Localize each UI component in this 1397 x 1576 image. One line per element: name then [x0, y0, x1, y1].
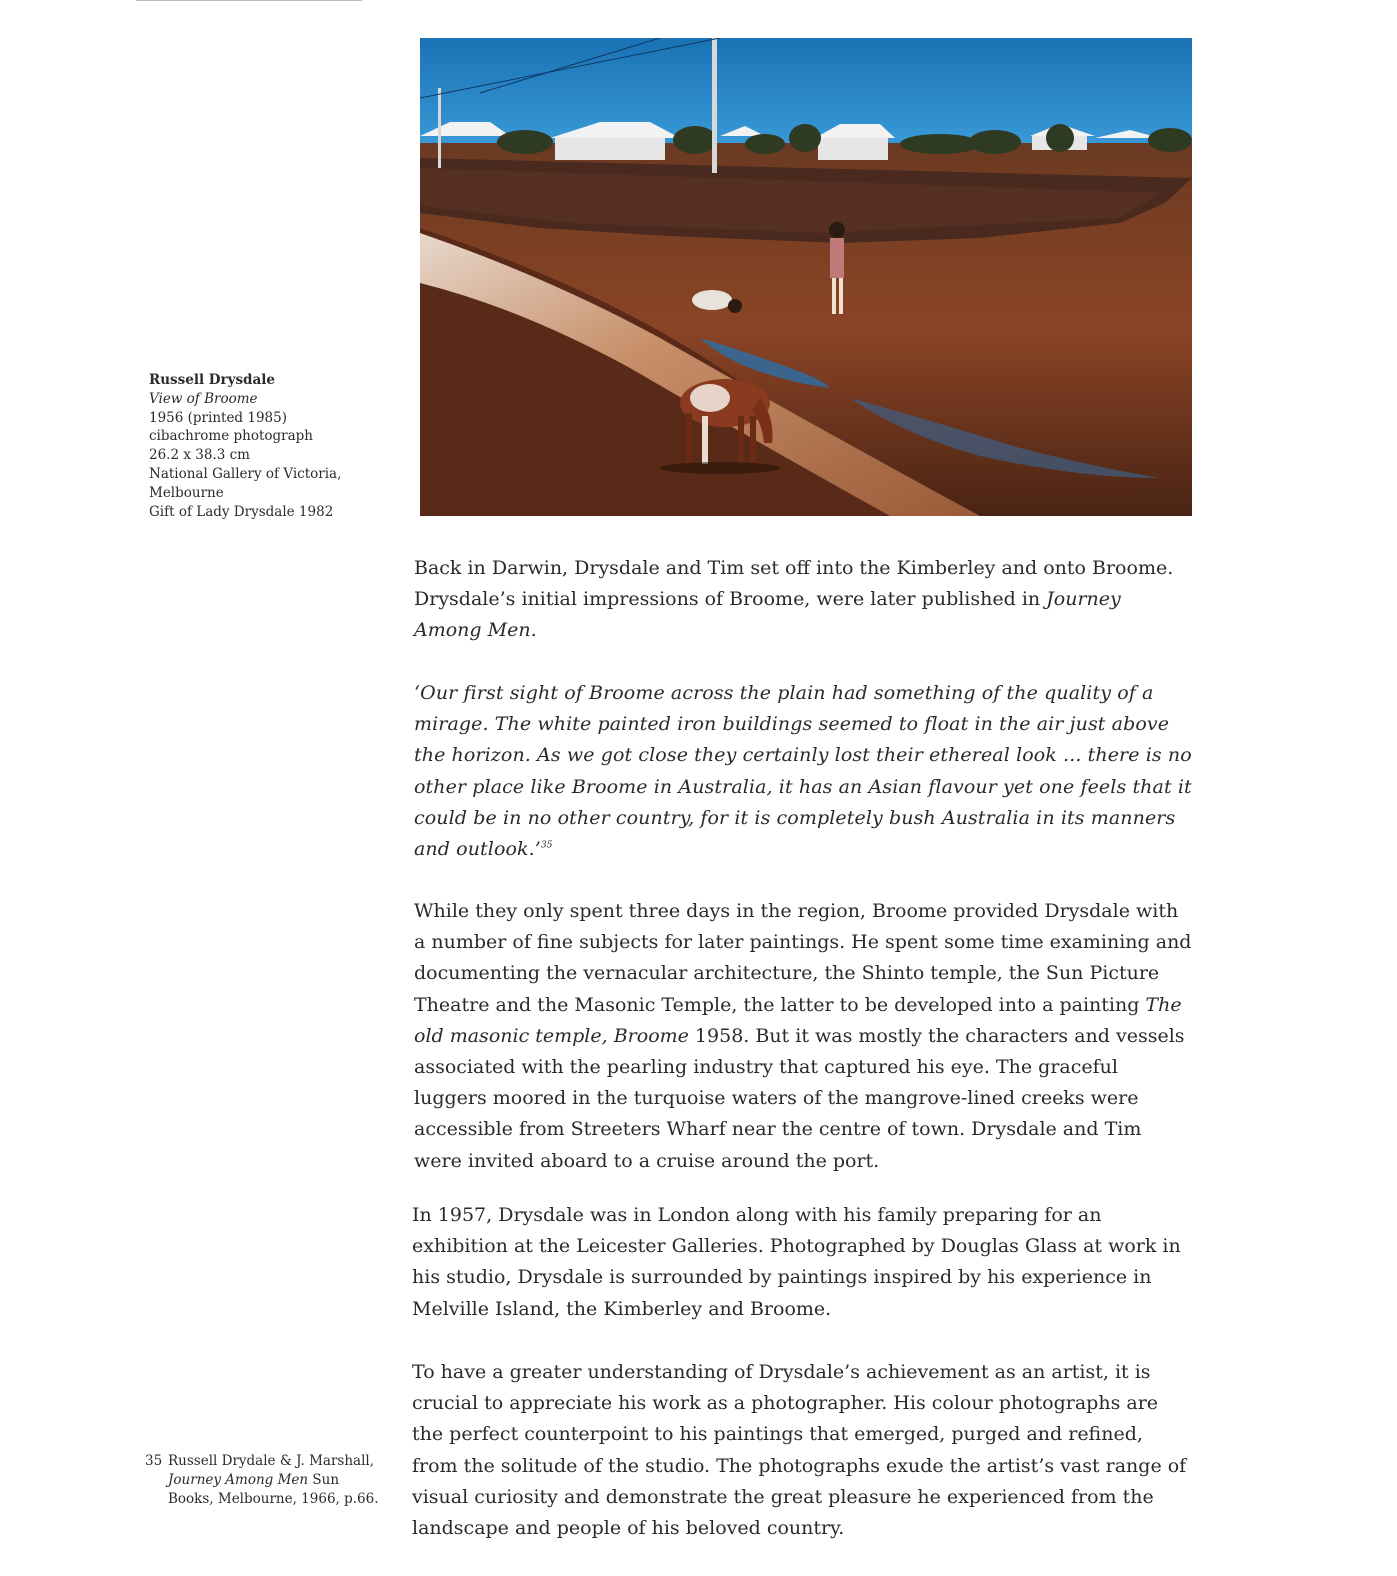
caption-artist: Russell Drysdale — [149, 372, 275, 388]
book-title: Journey Among Men — [414, 588, 1121, 642]
paragraph-london: In 1957, Drysdale was in London along with his family preparing for an exhibition at the Leicester Galleries. Photographed by Douglas Glass at work in his studio, Drysdale is surrounded by paintings inspired by his experience in Melville Island, the Kimberley and Broome. — [412, 1204, 1181, 1320]
caption-credit: Gift of Lady Drysdale 1982 — [149, 503, 334, 520]
footnote-authors: Russell Drydale & J. Marshall, — [168, 1453, 375, 1469]
paragraph-darwin-text: Back in Darwin, Drysdale and Tim set off into the Kimberley and onto Broome. Drysdale’s initial impressions of Broome, were later published in — [414, 557, 1174, 611]
footnote-number: 35 — [145, 1453, 163, 1469]
quote-footnote-ref: 35 — [540, 840, 553, 851]
quote-text: ‘Our first sight of Broome across the plain had something of the quality of a mirage. The white painted iron buildings seemed to float in the air just above the horizon. As we got close they certainly lost their ethereal look ... there is no other place like Broome in Australia, it has an Asian flavour yet one feels that it could be in no other country, for it is completely bush Australia in its manners and outlook.’ — [414, 682, 1192, 861]
top-rule — [136, 0, 362, 1]
quote-block — [414, 678, 1194, 865]
painting-title: The old masonic temple, Broome — [414, 993, 1182, 1047]
caption-medium: cibachrome photograph — [149, 428, 313, 445]
caption-collection: National Gallery of Victoria, — [149, 465, 342, 482]
paragraph-photographer: To have a greater understanding of Drysdale’s achievement as an artist, it is crucial to appreciate his work as a photographer. His colour photographs are the perfect counterpoint to his paintings that emerged, purged and refined, from the solitude of the studio. The photographs exude the artist’s vast range of visual curiosity and demonstrate the great pleasure he experienced from the landscape and people of his beloved country. — [412, 1361, 1187, 1540]
photograph-view-of-broome — [420, 38, 1192, 516]
footnote — [145, 1452, 385, 1509]
paragraph-darwin-end: . — [530, 619, 537, 642]
photo-illustration — [420, 38, 1192, 516]
caption-collection-city: Melbourne — [149, 484, 224, 501]
caption-title: View of Broome — [149, 390, 258, 407]
footnote-text — [168, 1452, 385, 1509]
caption-date: 1956 (printed 1985) — [149, 409, 287, 426]
footnote-book-title: Journey Among Men — [168, 1472, 309, 1488]
photo-caption — [149, 371, 379, 521]
paragraph-three-days-text: While they only spent three days in the region, Broome provided Drysdale with a number of fine subjects for later paintings. He spent some time examining and documenting the vernacular architecture, the Shinto temple, the Sun Picture Theatre and the Masonic Temple, the latter to be developed into a painting — [414, 900, 1192, 1016]
paragraph-three-days-end: 1958. But it was mostly the characters and vessels associated with the pearling industry that captured his eye. The graceful luggers moored in the turquoise waters of the mangrove-lined creeks were accessible from Streeters Wharf near the centre of town. Drysdale and Tim were invited aboard to a cruise around the port. — [414, 1024, 1185, 1172]
caption-dimensions: 26.2 x 38.3 cm — [149, 447, 250, 464]
paragraph-three-days — [414, 896, 1194, 1177]
footnote-publisher: Sun Books, Melbourne, 1966, p.66. — [168, 1472, 379, 1507]
paragraph-darwin — [414, 553, 1194, 647]
